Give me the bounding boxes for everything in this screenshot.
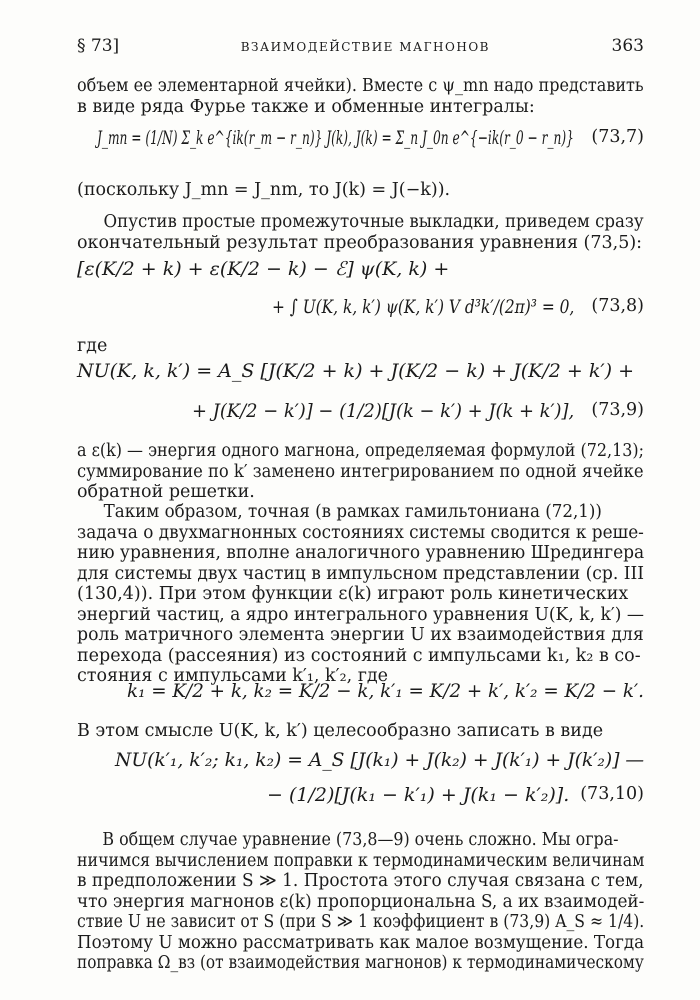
text-line: Поэтому U можно рассматривать как малое возмущение. Тогда: [77, 932, 645, 953]
paragraph-two-magnon: [77, 502, 644, 687]
equation-number: (73,7): [591, 127, 644, 147]
paragraph-general-case: [77, 830, 644, 974]
text-line: нию уравнения, вполне аналогичного уравнению Шредингера: [77, 543, 645, 563]
text-line: энергий частиц, а ядро интегрального уравнения U(K, k, k′) —: [77, 604, 644, 625]
equation-expression: J_mn = (1/N) Σ_k e^{ik(r_m − r_n)} J(k), J(k) = Σ_n J_0n e^{−ik(r_0 − r_n)}: [97, 127, 574, 149]
equation-expression: + J(K/2 − k′)] − (1/2)[J(k − k′) + J(k + k′)],: [192, 400, 575, 422]
text-line: ничимся вычислением поправки к термодинамическим величинам: [77, 850, 645, 871]
text-line: Опустив простые промежуточные выкладки, приведем сразу: [103, 212, 644, 232]
text-line: задача о двухмагнонных состояниях системы сводится к реше-: [77, 522, 644, 543]
text-line: в предположении S ≫ 1. Простота этого случая связана с тем,: [77, 871, 644, 891]
equation-73-10-line1: [77, 749, 644, 785]
text-line: В общем случае уравнение (73,8—9) очень сложно. Мы огра-: [102, 830, 619, 850]
text-line: стояния с импульсами k′₁, k′₂, где: [77, 666, 389, 686]
equation-number: (73,10): [580, 784, 644, 804]
text-line: для системы двух частиц в импульсном представлении (ср. III: [77, 563, 645, 584]
text-line: Таким образом, точная (в рамках гамильтониана (72,1)): [103, 502, 602, 522]
page-number: 363: [611, 36, 644, 56]
equation-73-9-line2: [77, 400, 644, 436]
section-number: § 73]: [77, 36, 120, 56]
equation-73-8-line1: [77, 258, 644, 294]
equation-number: (73,9): [591, 400, 644, 420]
equation-expression: NU(K, k, k′) = A_S [J(K/2 + k) + J(K/2 − k) + J(K/2 + k′) +: [77, 360, 635, 382]
equation-momenta: [77, 680, 644, 716]
paragraph-magnon-energy: [77, 441, 644, 503]
text-line: а ε(k) — энергия одного магнона, определяемая формулой (72,13);: [77, 441, 645, 461]
text-line: (130,4)). При этом функции ε(k) играют роль кинетических: [77, 584, 629, 604]
text-line: В этом смысле U(K, k, k′) целесообразно записать в виде: [77, 721, 604, 741]
text-line: перехода (рассеяния) из состояний с импульсами k₁, k₂ в со-: [77, 645, 641, 666]
text-line: в виде ряда Фурье также и обменные интегралы:: [77, 96, 535, 117]
paragraph-in-this-sense: [77, 721, 644, 742]
equation-73-9-line1: [77, 360, 644, 396]
equation-expression: + ∫ U(K, k, k′) ψ(K, k′) V d³k′/(2π)³ = 0,: [272, 296, 575, 318]
equation-number: (73,8): [591, 296, 644, 316]
equation-expression: k₁ = K/2 + k, k₂ = K/2 − k, k′₁ = K/2 + k′, k′₂ = K/2 − k′.: [127, 680, 644, 702]
equation-73-8-line2: [77, 296, 644, 332]
text-line: поправка Ω_вз (от взаимодействия магнонов) к термодинамическому: [77, 953, 644, 973]
paragraph-fourier: [77, 76, 644, 117]
text-line: окончательный результат преобразования уравнения (73,5):: [77, 232, 643, 253]
equation-73-10-line2: [77, 784, 644, 820]
paragraph-where: [77, 336, 644, 357]
text-line: роль матричного элемента энергии U их взаимодействия для: [77, 625, 644, 645]
equation-expression: NU(k′₁, k′₂; k₁, k₂) = A_S [J(k₁) + J(k₂) + J(k′₁) + J(k′₂)] —: [115, 749, 645, 771]
text-line: суммирование по k′ заменено интегрированием по одной ячейке: [77, 461, 644, 482]
running-title: ВЗАИМОДЕЙСТВИЕ МАГНОНОВ: [240, 40, 490, 54]
text-line: (поскольку J_mn = J_nm, то J(k) = J(−k)).: [77, 180, 451, 200]
running-header: [77, 36, 644, 56]
text-line: где: [77, 336, 108, 356]
text-line: что энергия магнонов ε(k) пропорциональна S, а их взаимодей-: [77, 891, 645, 912]
text-line: объем ее элементарной ячейки). Вместе с ψ_mn надо представить: [77, 76, 644, 96]
text-line: обратной решетки.: [77, 482, 255, 502]
text-line: ствие U не зависит от S (при S ≫ 1 коэффициент в (73,9) A_S ≈ 1/4).: [77, 912, 645, 932]
equation-expression: − (1/2)[J(k₁ − k′₁) + J(k₁ − k′₂)].: [267, 784, 570, 806]
equation-73-7: [77, 127, 644, 163]
equation-expression: [ε(K/2 + k) + ε(K/2 − k) − ℰ] ψ(K, k) +: [77, 258, 450, 280]
paragraph-symmetry: [77, 180, 644, 201]
paragraph-result: [77, 212, 644, 253]
